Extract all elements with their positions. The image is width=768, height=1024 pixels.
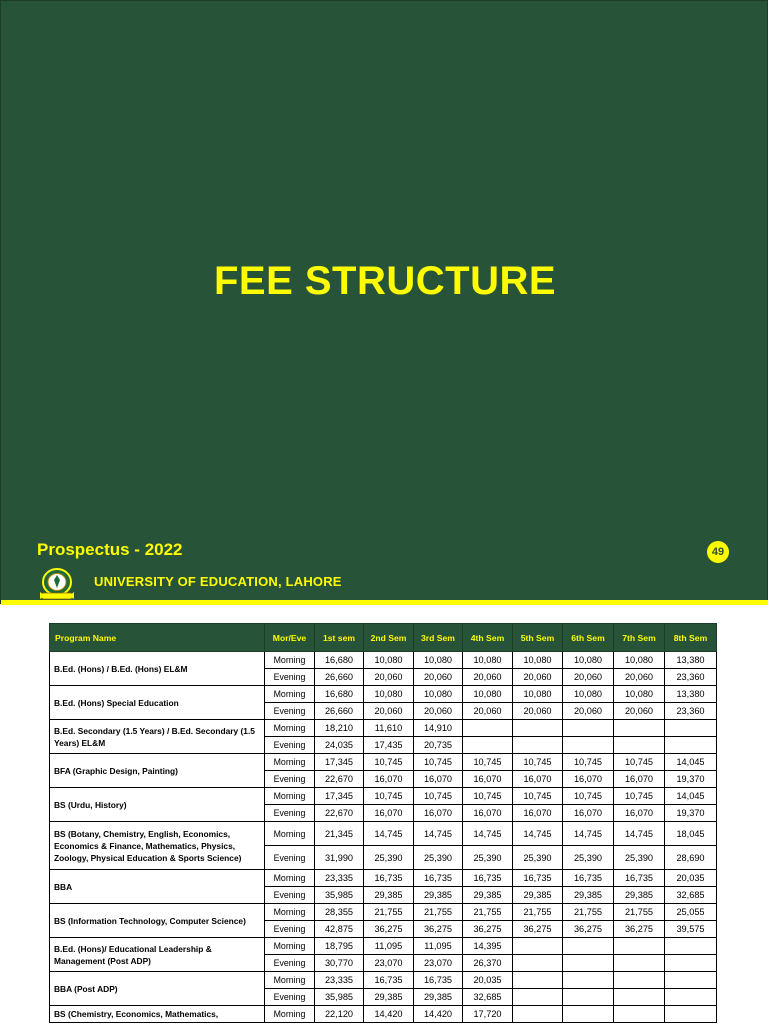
fee-cell: 23,360 <box>665 703 717 720</box>
program-name-cell: B.Ed. (Hons)/ Educational Leadership & Management (Post ADP) <box>50 938 265 972</box>
fee-cell: 10,745 <box>414 754 463 771</box>
fee-cell: 29,385 <box>563 887 614 904</box>
fee-cell: 10,080 <box>463 686 513 703</box>
fee-cell <box>513 972 563 989</box>
fee-cell: 29,385 <box>414 887 463 904</box>
fee-cell: 10,745 <box>513 788 563 805</box>
fee-cell: 21,755 <box>463 904 513 921</box>
fee-cell: 17,720 <box>463 1006 513 1023</box>
fee-cell: 16,735 <box>614 870 665 887</box>
table-row <box>50 870 717 887</box>
fee-cell: 11,610 <box>364 720 414 737</box>
fee-cell: 23,335 <box>315 972 364 989</box>
fee-cell: 10,745 <box>364 754 414 771</box>
fee-cell: 28,690 <box>665 846 717 870</box>
fee-cell: 20,060 <box>614 669 665 686</box>
fee-cell: 29,385 <box>364 989 414 1006</box>
fee-cell: 16,735 <box>364 972 414 989</box>
fee-cell: 16,070 <box>513 771 563 788</box>
fee-cell: 21,755 <box>364 904 414 921</box>
fee-cell <box>614 737 665 754</box>
table-row <box>50 788 717 805</box>
fee-cell: 36,275 <box>513 921 563 938</box>
fee-cell: 25,390 <box>364 846 414 870</box>
fee-cell <box>665 972 717 989</box>
page-title: FEE STRUCTURE <box>213 259 557 303</box>
fee-cell: 29,385 <box>414 989 463 1006</box>
fee-cell: 20,035 <box>665 870 717 887</box>
fee-cell: 25,390 <box>563 846 614 870</box>
table-row <box>50 1006 717 1023</box>
fee-cell <box>563 938 614 955</box>
university-crest-icon <box>36 566 78 602</box>
program-name-cell: B.Ed. (Hons) Special Education <box>50 686 265 720</box>
fee-cell: 10,080 <box>614 652 665 669</box>
fee-cell <box>665 720 717 737</box>
table-header-row <box>50 624 717 652</box>
program-name-cell: BS (Urdu, History) <box>50 788 265 822</box>
shift-cell: Morning <box>265 904 315 921</box>
fee-cell: 10,080 <box>563 686 614 703</box>
fee-cell: 14,045 <box>665 788 717 805</box>
fee-cell: 10,080 <box>414 652 463 669</box>
fee-cell: 16,070 <box>463 805 513 822</box>
fee-cell: 13,380 <box>665 686 717 703</box>
fee-cell: 20,060 <box>563 703 614 720</box>
fee-cell: 17,345 <box>315 788 364 805</box>
fee-cell: 10,080 <box>513 652 563 669</box>
fee-cell <box>563 1006 614 1023</box>
fee-cell: 25,390 <box>614 846 665 870</box>
fee-cell: 10,080 <box>414 686 463 703</box>
header-sem-1: 1st sem <box>315 624 364 652</box>
fee-cell: 10,080 <box>513 686 563 703</box>
shift-cell: Morning <box>265 1006 315 1023</box>
fee-cell: 10,080 <box>364 652 414 669</box>
program-name-cell: BS (Information Technology, Computer Science) <box>50 904 265 938</box>
fee-cell: 14,745 <box>563 822 614 846</box>
yellow-divider <box>1 600 768 605</box>
fee-cell: 19,370 <box>665 771 717 788</box>
fee-cell <box>513 720 563 737</box>
fee-cell <box>513 955 563 972</box>
fee-cell <box>614 1006 665 1023</box>
fee-cell: 20,060 <box>463 703 513 720</box>
fee-cell: 16,070 <box>513 805 563 822</box>
shift-cell: Evening <box>265 887 315 904</box>
fee-cell: 36,275 <box>614 921 665 938</box>
fee-cell: 16,735 <box>513 870 563 887</box>
fee-cell: 21,755 <box>614 904 665 921</box>
fee-cell: 30,770 <box>315 955 364 972</box>
fee-cell: 10,745 <box>563 754 614 771</box>
fee-cell: 10,745 <box>563 788 614 805</box>
fee-cell: 10,745 <box>513 754 563 771</box>
fee-cell: 10,745 <box>614 788 665 805</box>
fee-cell: 26,660 <box>315 703 364 720</box>
fee-cell: 16,070 <box>364 771 414 788</box>
program-name-cell: BS (Botany, Chemistry, English, Economics, Economics & Finance, Mathematics, Physics, Zoology, Physical Education & Sports Science) <box>50 822 265 870</box>
table-row <box>50 686 717 703</box>
fee-cell <box>463 737 513 754</box>
header-sem-2: 2nd Sem <box>364 624 414 652</box>
fee-cell: 20,060 <box>463 669 513 686</box>
table-row <box>50 972 717 989</box>
fee-cell: 16,070 <box>463 771 513 788</box>
fee-cell: 32,685 <box>665 887 717 904</box>
fee-cell: 36,275 <box>463 921 513 938</box>
fee-cell <box>513 1006 563 1023</box>
fee-cell: 26,370 <box>463 955 513 972</box>
fee-cell: 24,035 <box>315 737 364 754</box>
fee-cell <box>563 989 614 1006</box>
fee-cell: 10,080 <box>614 686 665 703</box>
table-row <box>50 938 717 955</box>
fee-cell: 21,755 <box>414 904 463 921</box>
fee-cell: 14,910 <box>414 720 463 737</box>
fee-cell: 29,385 <box>364 887 414 904</box>
fee-cell: 16,070 <box>414 771 463 788</box>
fee-cell: 18,045 <box>665 822 717 846</box>
header-sem-6: 6th Sem <box>563 624 614 652</box>
fee-cell: 29,385 <box>463 887 513 904</box>
fee-cell: 18,795 <box>315 938 364 955</box>
table-row <box>50 754 717 771</box>
fee-cell <box>563 720 614 737</box>
fee-cell: 20,060 <box>563 669 614 686</box>
shift-cell: Morning <box>265 938 315 955</box>
fee-cell: 21,755 <box>513 904 563 921</box>
fee-cell: 11,095 <box>414 938 463 955</box>
fee-cell: 10,745 <box>614 754 665 771</box>
fee-cell: 25,390 <box>513 846 563 870</box>
fee-cell: 14,745 <box>614 822 665 846</box>
fee-cell <box>665 955 717 972</box>
fee-cell: 29,385 <box>513 887 563 904</box>
fee-cell: 16,735 <box>463 870 513 887</box>
fee-cell: 14,745 <box>364 822 414 846</box>
fee-cell: 23,360 <box>665 669 717 686</box>
fee-cell: 10,745 <box>463 754 513 771</box>
fee-cell: 23,070 <box>414 955 463 972</box>
fee-cell <box>665 989 717 1006</box>
table-row <box>50 822 717 846</box>
fee-cell: 28,355 <box>315 904 364 921</box>
fee-cell: 10,745 <box>414 788 463 805</box>
header-program-name: Program Name <box>50 624 265 652</box>
header-sem-7: 7th Sem <box>614 624 665 652</box>
header-sem-8: 8th Sem <box>665 624 717 652</box>
fee-cell: 14,745 <box>463 822 513 846</box>
fee-cell: 14,745 <box>513 822 563 846</box>
shift-cell: Morning <box>265 720 315 737</box>
fee-cell: 18,210 <box>315 720 364 737</box>
shift-cell: Morning <box>265 972 315 989</box>
fee-cell: 20,060 <box>614 703 665 720</box>
fee-cell: 20,060 <box>364 703 414 720</box>
fee-cell <box>665 938 717 955</box>
fee-cell: 14,420 <box>414 1006 463 1023</box>
fee-cell <box>614 938 665 955</box>
fee-table <box>49 623 717 1023</box>
fee-cell: 14,395 <box>463 938 513 955</box>
fee-cell: 16,070 <box>414 805 463 822</box>
shift-cell: Evening <box>265 846 315 870</box>
shift-cell: Evening <box>265 669 315 686</box>
fee-cell: 22,120 <box>315 1006 364 1023</box>
page-number-badge: 49 <box>707 541 729 563</box>
fee-cell <box>665 1006 717 1023</box>
fee-cell: 11,095 <box>364 938 414 955</box>
table-row <box>50 904 717 921</box>
fee-cell: 21,345 <box>315 822 364 846</box>
fee-cell: 10,080 <box>563 652 614 669</box>
shift-cell: Morning <box>265 788 315 805</box>
fee-cell: 36,275 <box>364 921 414 938</box>
fee-cell: 22,670 <box>315 805 364 822</box>
fee-cell <box>665 737 717 754</box>
fee-cell <box>563 972 614 989</box>
fee-cell: 42,875 <box>315 921 364 938</box>
fee-cell: 20,060 <box>513 669 563 686</box>
fee-cell: 16,070 <box>614 771 665 788</box>
fee-cell: 19,370 <box>665 805 717 822</box>
shift-cell: Evening <box>265 703 315 720</box>
shift-cell: Evening <box>265 805 315 822</box>
fee-cell: 16,680 <box>315 686 364 703</box>
shift-cell: Morning <box>265 870 315 887</box>
fee-cell: 10,080 <box>364 686 414 703</box>
header-shift: Mor/Eve <box>265 624 315 652</box>
fee-cell <box>614 972 665 989</box>
fee-cell <box>614 720 665 737</box>
fee-cell: 20,735 <box>414 737 463 754</box>
header-sem-3: 3rd Sem <box>414 624 463 652</box>
program-name-cell: BFA (Graphic Design, Painting) <box>50 754 265 788</box>
fee-cell: 17,345 <box>315 754 364 771</box>
fee-cell: 25,390 <box>414 846 463 870</box>
fee-cell: 26,660 <box>315 669 364 686</box>
shift-cell: Evening <box>265 989 315 1006</box>
fee-cell: 20,060 <box>513 703 563 720</box>
fee-cell <box>563 737 614 754</box>
fee-cell: 16,070 <box>614 805 665 822</box>
fee-cell: 16,070 <box>563 805 614 822</box>
fee-cell: 35,985 <box>315 989 364 1006</box>
fee-cell: 36,275 <box>414 921 463 938</box>
shift-cell: Evening <box>265 921 315 938</box>
shift-cell: Evening <box>265 955 315 972</box>
fee-cell: 22,670 <box>315 771 364 788</box>
fee-cell: 36,275 <box>563 921 614 938</box>
program-name-cell: B.Ed. Secondary (1.5 Years) / B.Ed. Secondary (1.5 Years) EL&M <box>50 720 265 754</box>
shift-cell: Evening <box>265 737 315 754</box>
fee-cell <box>563 955 614 972</box>
shift-cell: Evening <box>265 771 315 788</box>
fee-cell <box>513 737 563 754</box>
fee-cell: 20,060 <box>364 669 414 686</box>
fee-cell: 20,060 <box>414 669 463 686</box>
prospectus-label: Prospectus - 2022 <box>37 540 183 559</box>
program-name-cell: BBA (Post ADP) <box>50 972 265 1006</box>
fee-cell: 14,420 <box>364 1006 414 1023</box>
table-row <box>50 720 717 737</box>
program-name-cell: BBA <box>50 870 265 904</box>
fee-cell: 16,070 <box>364 805 414 822</box>
header-sem-5: 5th Sem <box>513 624 563 652</box>
fee-cell: 25,390 <box>463 846 513 870</box>
fee-cell: 35,985 <box>315 887 364 904</box>
header-sem-4: 4th Sem <box>463 624 513 652</box>
fee-cell: 16,735 <box>364 870 414 887</box>
fee-cell: 16,735 <box>563 870 614 887</box>
program-name-cell: B.Ed. (Hons) / B.Ed. (Hons) EL&M <box>50 652 265 686</box>
table-row <box>50 652 717 669</box>
shift-cell: Morning <box>265 754 315 771</box>
shift-cell: Morning <box>265 822 315 846</box>
fee-cell: 23,335 <box>315 870 364 887</box>
fee-cell: 16,735 <box>414 972 463 989</box>
fee-cell <box>614 955 665 972</box>
fee-cell: 16,070 <box>563 771 614 788</box>
fee-cell: 10,080 <box>463 652 513 669</box>
fee-cell: 20,035 <box>463 972 513 989</box>
fee-cell: 14,745 <box>414 822 463 846</box>
fee-cell: 16,680 <box>315 652 364 669</box>
fee-cell: 23,070 <box>364 955 414 972</box>
fee-cell: 20,060 <box>414 703 463 720</box>
program-name-cell: BS (Chemistry, Economics, Mathematics, <box>50 1006 265 1023</box>
fee-cell <box>463 720 513 737</box>
fee-cell: 32,685 <box>463 989 513 1006</box>
fee-cell: 29,385 <box>614 887 665 904</box>
fee-cell: 13,380 <box>665 652 717 669</box>
fee-cell: 10,745 <box>463 788 513 805</box>
fee-cell: 14,045 <box>665 754 717 771</box>
fee-cell: 17,435 <box>364 737 414 754</box>
fee-cell: 31,990 <box>315 846 364 870</box>
fee-cell <box>614 989 665 1006</box>
fee-cell: 16,735 <box>414 870 463 887</box>
shift-cell: Morning <box>265 686 315 703</box>
fee-cell <box>513 989 563 1006</box>
university-name: UNIVERSITY OF EDUCATION, LAHORE <box>94 574 342 589</box>
fee-cell: 39,575 <box>665 921 717 938</box>
shift-cell: Morning <box>265 652 315 669</box>
fee-cell: 21,755 <box>563 904 614 921</box>
fee-cell: 10,745 <box>364 788 414 805</box>
fee-cell <box>513 938 563 955</box>
fee-cell: 25,055 <box>665 904 717 921</box>
